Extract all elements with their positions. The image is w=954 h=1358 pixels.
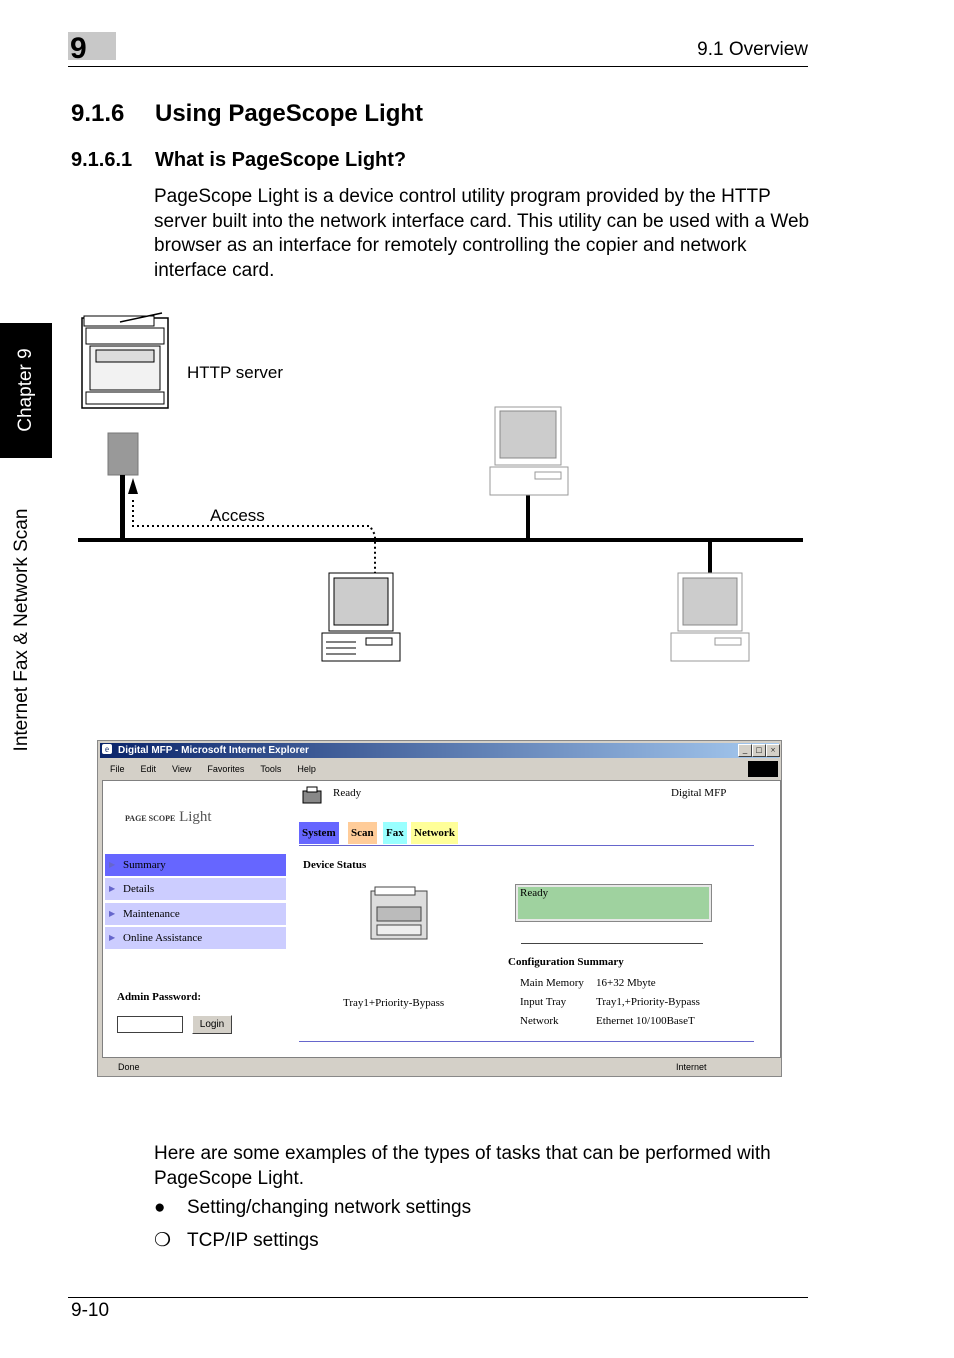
- network-line: [78, 538, 803, 542]
- menu-edit[interactable]: Edit: [140, 764, 157, 774]
- computer-icon: [490, 407, 568, 540]
- printer-status-icon: [301, 785, 323, 807]
- subsection-title: What is PageScope Light?: [155, 149, 407, 171]
- config-summary-heading: Configuration Summary: [508, 956, 624, 968]
- nav-online-assistance[interactable]: ▶ Online Assistance: [105, 927, 286, 949]
- status-done: Done: [118, 1062, 140, 1072]
- copier-image: [369, 885, 429, 941]
- config-label-tray: Input Tray: [520, 996, 567, 1008]
- bullet-icon: ●: [154, 1197, 166, 1218]
- footer-rule: [68, 1297, 808, 1298]
- http-server-label: HTTP server: [187, 363, 284, 382]
- close-icon[interactable]: ×: [766, 744, 780, 757]
- section-number: 9.1.6: [71, 100, 125, 127]
- config-value-memory: 16+32 Mbyte: [596, 977, 656, 989]
- browser-screenshot: [97, 740, 782, 1077]
- status-zone: Internet: [676, 1062, 707, 1072]
- side-tab-chapter: Chapter 9: [15, 348, 36, 432]
- intro-paragraph: PageScope Light is a device control utility program provided by the HTTP server built into the network interface card. This utility can be used with a Web browser as an interface for remotely controlling the copier and network interface card.: [154, 186, 810, 282]
- status-box: Ready: [516, 885, 711, 921]
- subsection-number: 9.1.6.1: [71, 149, 133, 171]
- admin-password-label: Admin Password:: [117, 991, 202, 1003]
- section-header: 9.1 Overview: [697, 39, 808, 60]
- circle-bullet-icon: ❍: [154, 1230, 172, 1251]
- network-card-icon: [108, 433, 138, 475]
- list-item: ❍ TCP/IP settings: [154, 1230, 319, 1251]
- ie-icon: e: [102, 744, 112, 754]
- browser-content: [102, 780, 781, 1058]
- nav-details[interactable]: ▶ Details: [105, 878, 286, 900]
- pagescope-logo: PAGE SCOPE Light: [125, 809, 212, 825]
- device-name: Digital MFP: [671, 787, 727, 799]
- windows-flag-icon: [748, 761, 778, 777]
- browser-title: Digital MFP - Microsoft Internet Explorer: [118, 745, 309, 756]
- admin-password-input[interactable]: [117, 1016, 183, 1033]
- computer-icon: [671, 540, 749, 661]
- config-label-memory: Main Memory: [520, 977, 584, 989]
- tab-network[interactable]: Network: [411, 822, 458, 844]
- copier-icon: [82, 313, 168, 408]
- access-label: Access: [210, 506, 265, 525]
- chapter-number: 9: [70, 32, 87, 65]
- menu-tools[interactable]: Tools: [260, 764, 282, 774]
- device-status-heading: Device Status: [303, 859, 367, 871]
- menu-favorites[interactable]: Favorites: [207, 764, 245, 774]
- maximize-icon[interactable]: □: [752, 744, 766, 757]
- menu-view[interactable]: View: [172, 764, 192, 774]
- access-arrow: [128, 478, 138, 494]
- tray-caption: Tray1+Priority-Bypass: [343, 997, 445, 1009]
- config-value-network: Ethernet 10/100BaseT: [596, 1015, 695, 1027]
- menu-file[interactable]: File: [110, 764, 125, 774]
- status-bar: [100, 1059, 779, 1075]
- divider: [521, 943, 703, 944]
- computer-icon: [322, 573, 400, 661]
- list-item: ● Setting/changing network settings: [154, 1197, 472, 1218]
- nav-maintenance[interactable]: ▶ Maintenance: [105, 903, 286, 925]
- config-value-tray: Tray1,+Priority-Bypass: [596, 996, 700, 1008]
- side-tab-title: Internet Fax & Network Scan: [11, 508, 32, 752]
- tab-fax[interactable]: Fax: [383, 822, 407, 844]
- menu-help[interactable]: Help: [297, 764, 316, 774]
- browser-title-bar: [100, 743, 779, 758]
- config-label-network: Network: [520, 1015, 559, 1027]
- tab-underline: [299, 845, 754, 846]
- login-button[interactable]: Login: [192, 1015, 232, 1034]
- tab-system[interactable]: System: [299, 822, 339, 844]
- content-bottom-rule: [299, 1041, 754, 1042]
- outro-paragraph: Here are some examples of the types of tasks that can be performed with PageScope Light.: [154, 1143, 771, 1189]
- menu-bar: [100, 760, 779, 778]
- section-title: Using PageScope Light: [155, 100, 424, 127]
- ready-indicator: Ready: [333, 787, 362, 799]
- tab-scan[interactable]: Scan: [348, 822, 377, 844]
- minimize-icon[interactable]: _: [738, 744, 752, 757]
- page-number: 9-10: [71, 1300, 110, 1321]
- nav-summary[interactable]: ▶ Summary: [105, 854, 286, 876]
